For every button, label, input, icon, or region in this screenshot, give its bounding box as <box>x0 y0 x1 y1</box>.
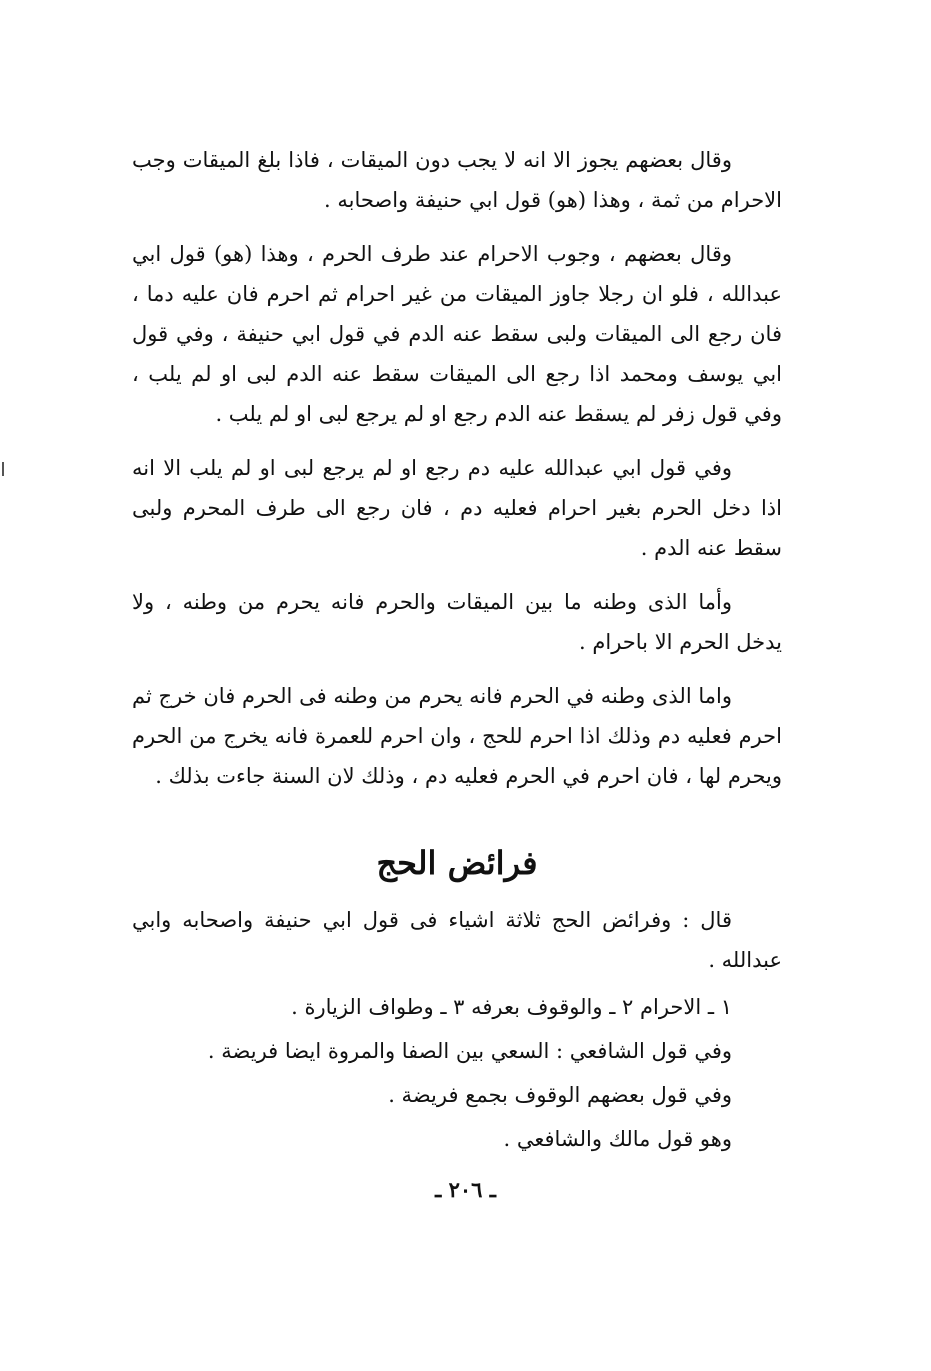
paragraph: واما الذى وطنه في الحرم فانه يحرم من وطنه فى الحرم فان خرج ثم احرم فعليه دم وذلك اذا احرم للحج ، وان احرم للعمرة فانه يخرج من الحرم ويحرم لها ، فان احرم في الحرم فعليه دم ، وذلك لان السنة جاءت بذلك . <box>132 684 782 788</box>
paragraph: وفي قول ابي عبدالله عليه دم رجع او لم يرجع لبى او لم يلب الا انه اذا دخل الحرم بغير احرام فعليه دم ، فان رجع الى طرف المحرم ولبى سقط عنه الدم . <box>132 456 782 560</box>
scan-edge-mark <box>2 462 4 476</box>
list-item: وهو قول مالك والشافعي . <box>503 1127 732 1151</box>
paragraph: وأما الذى وطنه ما بين الميقات والحرم فانه يحرم من وطنه ، ولا يدخل الحرم الا باحرام . <box>132 590 782 654</box>
paragraph: وقال بعضهم ، وجوب الاحرام عند طرف الحرم ، وهذا (هو) قول ابي عبدالله ، فلو ان رجلا جاوز الميقات من غير احرام ثم احرم فان عليه دما ، فان رجع الى الميقات ولبى سقط عنه الدم في قول ابي حنيفة ، وفي قول ابي يوسف ومحمد اذا رجع الى الميقات سقط عنه الدم لبى او لم يلب ، وفي قول زفر لم يسقط عنه الدم رجع او لم يرجع لبى او لم يلب . <box>132 242 782 426</box>
list-item: وفي قول الشافعي : السعي بين الصفا والمروة ايضا فريضة . <box>207 1039 732 1063</box>
intro-paragraph: قال : وفرائض الحج ثلاثة اشياء فى قول ابي حنيفة واصحابه وابي عبدالله . <box>132 908 782 972</box>
list-item: وفي قول بعضهم الوقوف بجمع فريضة . <box>388 1083 732 1107</box>
obligations-list <box>180 985 732 1161</box>
body-text <box>132 140 782 810</box>
page-number: ـ ٢٠٦ ـ <box>435 1177 496 1202</box>
paragraph: وقال بعضهم يجوز الا انه لا يجب دون الميقات ، فاذا بلغ الميقات وجب الاحرام من ثمة ، وهذا (هو) قول ابي حنيفة واصحابه . <box>132 148 782 212</box>
list-item: ١ ـ الاحرام ٢ ـ والوقوف بعرفه ٣ ـ وطواف الزيارة . <box>291 995 732 1019</box>
section-heading: فرائض الحج <box>376 844 538 882</box>
